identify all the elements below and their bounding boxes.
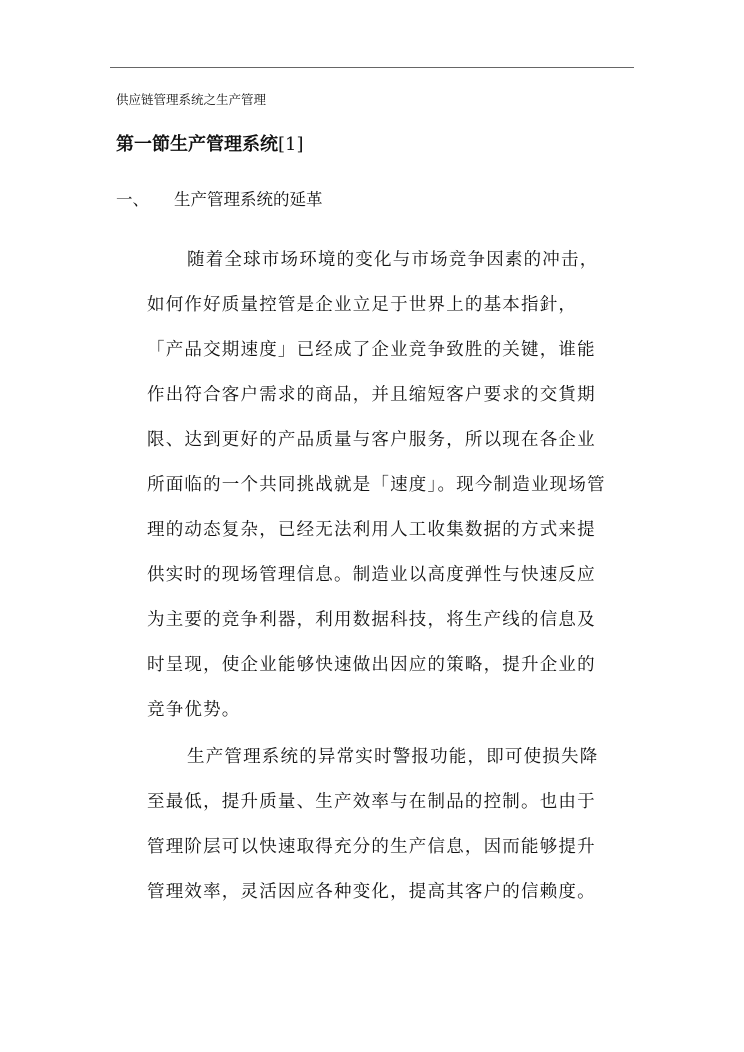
paragraph-line: 「产品交期速度」已经成了企业竞争致胜的关键，谁能 <box>147 340 596 360</box>
paragraph-line: 管理阶层可以快速取得充分的生产信息，因而能够提升 <box>147 837 596 857</box>
section-title <box>116 132 304 158</box>
paragraph-line: 限、达到更好的产品质量与客户服务，所以现在各企业 <box>147 430 596 450</box>
paragraph-line: 生产管理系统的异常实时警报功能，即可使损失降 <box>187 747 599 767</box>
paragraph-line: 作出符合客户需求的商品，并且缩短客户要求的交貨期 <box>147 385 596 405</box>
paragraph-line: 如何作好质量控管是企业立足于世界上的基本指針， <box>147 295 578 315</box>
paragraph-line: 随着全球市场环境的变化与市场竞争因素的冲击， <box>187 250 599 270</box>
paragraph-line: 时呈现，使企业能够快速做出因应的策略，提升企业的 <box>147 655 596 675</box>
section-title-text: 第一節生产管理系统 <box>116 134 278 155</box>
paragraph-1 <box>147 238 643 733</box>
subsection-number: 一、 <box>116 190 149 209</box>
subsection-title: 生产管理系统的延革 <box>174 190 323 209</box>
paragraph-line: 理的动态复杂，已经无法利用人工收集数据的方式来提 <box>147 520 596 540</box>
paragraph-line: 至最低，提升质量、生产效率与在制品的控制。也由于 <box>147 792 596 812</box>
paragraph-line: 竞争优势。 <box>147 700 241 720</box>
subsection-heading <box>116 188 323 212</box>
paragraph-2 <box>147 735 643 915</box>
paragraph-line: 为主要的竞争利器，利用数据科技，将生产线的信息及 <box>147 610 596 630</box>
footnote-reference[interactable]: [1] <box>278 134 304 155</box>
header-rule <box>110 67 634 68</box>
paragraph-line: 管理效率，灵活因应各种变化，提高其客户的信赖度。 <box>147 882 596 902</box>
paragraph-line: 供实时的现场管理信息。制造业以高度弹性与快速反应 <box>147 565 596 585</box>
paragraph-line: 所面临的一个共同挑战就是「速度」。现今制造业现场管 <box>147 475 606 495</box>
running-header: 供应链管理系统之生产管理 <box>116 92 267 107</box>
